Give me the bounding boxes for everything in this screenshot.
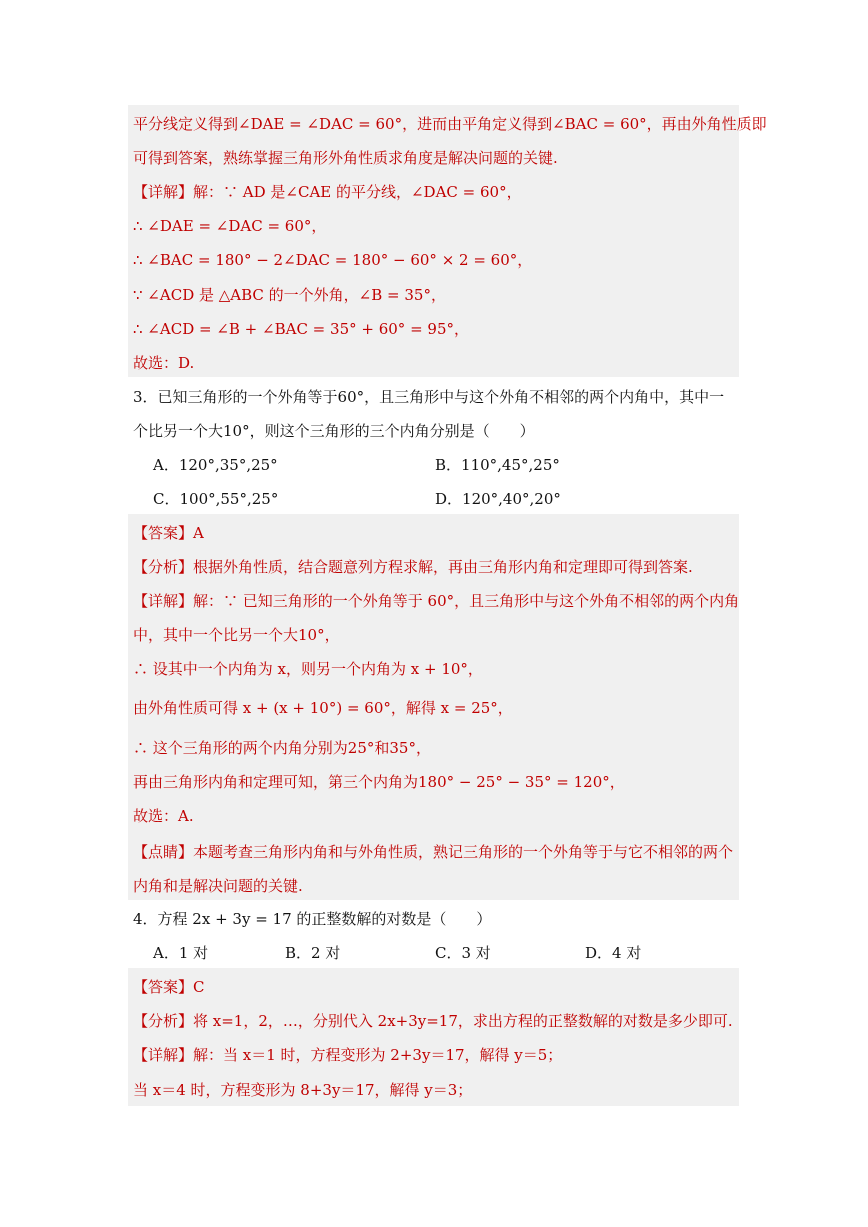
solution-line: ∴ 这个三角形的两个内角分别为25°和35°， — [133, 739, 431, 757]
option-b: B．110°,45°,25° — [435, 456, 560, 474]
option-d: D．120°,40°,20° — [435, 490, 561, 508]
solution-line: 可得到答案，熟练掌握三角形外角性质求角度是解决问题的关键. — [133, 149, 558, 167]
answer-line: 【答案】C — [133, 978, 205, 996]
option-a: A．1 对 — [153, 944, 209, 962]
solution-line: 当 x＝4 时，方程变形为 8+3y＝17，解得 y＝3； — [133, 1081, 473, 1099]
solution-line: ∴ ∠DAE = ∠DAC = 60°， — [133, 217, 327, 235]
option-d: D．4 对 — [585, 944, 642, 962]
solution-line: 平分线定义得到∠DAE = ∠DAC = 60°，进而由平角定义得到∠BAC = 60°，再由外角性质即 — [133, 115, 767, 133]
comment-line: 【点睛】本题考查三角形内角和与外角性质，熟记三角形的一个外角等于与它不相邻的两个 — [133, 843, 734, 861]
solution-line: 再由三角形内角和定理可知，第三个内角为180° − 25° − 35° = 120°， — [133, 773, 625, 791]
solution-line: ∴ ∠ACD = ∠B + ∠BAC = 35° + 60° = 95°， — [133, 320, 469, 338]
solution-line: ∴ ∠BAC = 180° − 2∠DAC = 180° − 60° × 2 = 60°， — [133, 251, 533, 269]
solution-line: 由外角性质可得 x + (x + 10°) = 60°，解得 x = 25°， — [133, 699, 513, 717]
solution-line: 【详解】解：当 x＝1 时，方程变形为 2+3y＝17，解得 y＝5； — [133, 1046, 563, 1064]
comment-line: 内角和是解决问题的关键. — [133, 877, 303, 895]
solution-line: ∵ ∠ACD 是 △ABC 的一个外角，∠B = 35°， — [133, 286, 446, 304]
option-a: A．120°,35°,25° — [153, 456, 278, 474]
solution-line: 故选：D. — [133, 354, 195, 372]
solution-line: 中，其中一个比另一个大10°， — [133, 626, 340, 644]
solution-line: ∴ 设其中一个内角为 x，则另一个内角为 x + 10°， — [133, 660, 483, 678]
solution-line: 【详解】解：∵ 已知三角形的一个外角等于 60°，且三角形中与这个外角不相邻的两个内角 — [133, 592, 740, 610]
option-b: B．2 对 — [285, 944, 341, 962]
solution-line: 故选：A. — [133, 807, 194, 825]
question-3-stem-cont: 个比另一个大10°，则这个三角形的三个内角分别是（ ） — [133, 422, 535, 440]
analysis-line: 【分析】根据外角性质，结合题意列方程求解，再由三角形内角和定理即可得到答案. — [133, 558, 693, 576]
solution-line: 【详解】解：∵ AD 是∠CAE 的平分线，∠DAC = 60°， — [133, 183, 522, 201]
option-c: C．3 对 — [435, 944, 491, 962]
analysis-line: 【分析】将 x=1，2，…，分别代入 2x+3y=17，求出方程的正整数解的对数是多少即可. — [133, 1012, 733, 1030]
question-3-stem: 3．已知三角形的一个外角等于60°，且三角形中与这个外角不相邻的两个内角中，其中一 — [133, 388, 725, 406]
answer-line: 【答案】A — [133, 524, 204, 542]
question-4-stem: 4．方程 2x + 3y = 17 的正整数解的对数是（ ） — [133, 910, 492, 928]
option-c: C．100°,55°,25° — [153, 490, 279, 508]
